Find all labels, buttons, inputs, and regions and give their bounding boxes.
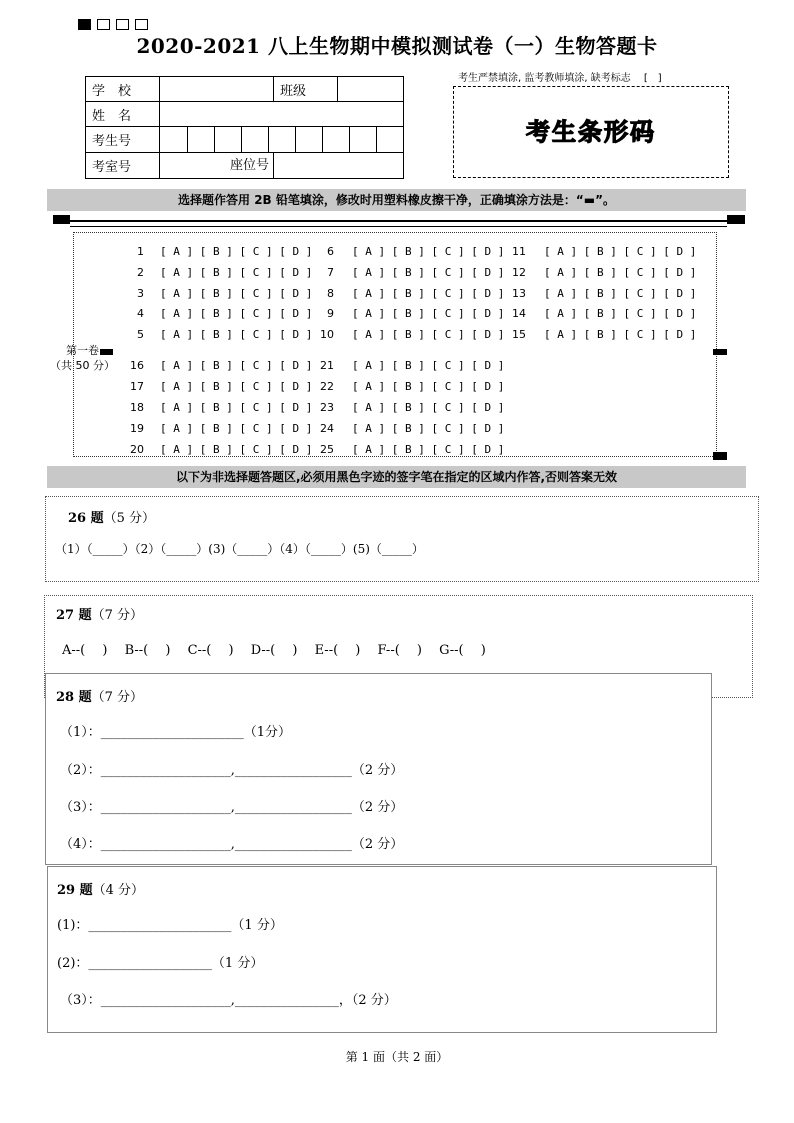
question-number: 5: [137, 328, 144, 341]
seat-label: 座位号: [229, 158, 269, 173]
question-number: 3: [137, 287, 144, 300]
page-title: 2020-2021 八上生物期中模拟测试卷（一）生物答题卡: [136, 34, 658, 58]
question-26-title: [68, 507, 155, 526]
q26-points: （5 分）: [103, 511, 156, 526]
part-one-title: 第一卷: [66, 344, 99, 357]
question-29-title: [57, 879, 144, 898]
alignment-mark: [53, 215, 70, 224]
class-label: 班级: [274, 77, 338, 102]
answer-options[interactable]: [ A ] [ B ] [ C ] [ D ]: [544, 266, 697, 279]
question-number: 10: [320, 328, 334, 341]
question-number: 18: [130, 401, 144, 414]
school-label: 学 校: [86, 77, 160, 102]
seat-field[interactable]: [274, 153, 404, 179]
part-one-points: （共 50 分）: [50, 359, 115, 372]
question-number: 24: [320, 422, 334, 435]
corner-mark-empty: [97, 19, 110, 30]
answer-options[interactable]: [ A ] [ B ] [ C ] [ D ]: [544, 245, 697, 258]
question-28-title: [56, 686, 143, 705]
corner-mark-empty: [135, 19, 148, 30]
answer-options[interactable]: [ A ] [ B ] [ C ] [ D ]: [352, 266, 505, 279]
student-info-table: [85, 76, 404, 179]
answer-options[interactable]: [ A ] [ B ] [ C ] [ D ]: [352, 328, 505, 341]
q27-number: 27 题: [56, 608, 92, 623]
school-field[interactable]: [160, 77, 274, 102]
answer-options[interactable]: [ A ] [ B ] [ C ] [ D ]: [352, 287, 505, 300]
question-number: 6: [327, 245, 334, 258]
q28-line-1[interactable]: （1）：______________________（1分）: [60, 725, 292, 740]
alignment-mark: [727, 215, 745, 224]
question-number: 15: [512, 328, 526, 341]
question-number: 21: [320, 359, 334, 372]
question-number: 25: [320, 443, 334, 456]
answer-options[interactable]: [ A ] [ B ] [ C ] [ D ]: [352, 307, 505, 320]
question-number: 9: [327, 307, 334, 320]
page-footer: 第 1 面（共 2 面）: [345, 1050, 449, 1064]
q29-line-3[interactable]: （3）：____________________,________________，（2 分）: [60, 993, 397, 1008]
corner-mark-filled: [78, 19, 91, 30]
barcode-label: 考生条形码: [526, 118, 656, 146]
name-label: 姓 名: [86, 102, 160, 127]
divider-line-thin: [70, 226, 727, 227]
question-number: 1: [137, 245, 144, 258]
answer-options[interactable]: [ A ] [ B ] [ C ] [ D ]: [160, 328, 313, 341]
q28-line-3[interactable]: （3）：____________________,__________________（2 分）: [60, 800, 404, 815]
question-number: 4: [137, 307, 144, 320]
non-mc-instruction-bar: 以下为非选择题答题区,必须用黑色字迹的签字笔在指定的区域内作答,否则答案无效: [47, 466, 746, 488]
answer-options[interactable]: [ A ] [ B ] [ C ] [ D ]: [544, 287, 697, 300]
question-number: 13: [512, 287, 526, 300]
q27-points: （7 分）: [91, 608, 144, 623]
answer-options[interactable]: [ A ] [ B ] [ C ] [ D ]: [544, 307, 697, 320]
question-number: 16: [130, 359, 144, 372]
question-number: 23: [320, 401, 334, 414]
q29-line-2[interactable]: (2)：___________________（1 分）: [57, 956, 264, 971]
question-number: 11: [512, 245, 526, 258]
answer-options[interactable]: [ A ] [ B ] [ C ] [ D ]: [160, 307, 313, 320]
answer-options[interactable]: [ A ] [ B ] [ C ] [ D ]: [544, 328, 697, 341]
question-number: 17: [130, 380, 144, 393]
name-field[interactable]: [160, 102, 404, 127]
question-number: 7: [327, 266, 334, 279]
alignment-mark: [713, 349, 727, 355]
answer-options[interactable]: [ A ] [ B ] [ C ] [ D ]: [160, 266, 313, 279]
q29-line-1[interactable]: (1)：______________________（1 分）: [57, 918, 283, 933]
q28-line-2[interactable]: （2）：____________________,__________________（2 分）: [60, 763, 404, 778]
question-number: 8: [327, 287, 334, 300]
q29-number: 29 题: [57, 883, 93, 898]
question-number: 22: [320, 380, 334, 393]
answer-options[interactable]: [ A ] [ B ] [ C ] [ D ]: [160, 245, 313, 258]
room-label: 考室号: [86, 153, 160, 179]
q28-number: 28 题: [56, 690, 92, 705]
answer-options[interactable]: [ A ] [ B ] [ C ] [ D ]: [160, 443, 313, 456]
answer-options[interactable]: [ A ] [ B ] [ C ] [ D ]: [352, 422, 505, 435]
alignment-mark: [713, 452, 727, 460]
answer-options[interactable]: [ A ] [ B ] [ C ] [ D ]: [160, 380, 313, 393]
divider-line: [70, 220, 727, 222]
question-number: 20: [130, 443, 144, 456]
question-number: 14: [512, 307, 526, 320]
question-number: 12: [512, 266, 526, 279]
class-field[interactable]: [338, 77, 404, 102]
answer-options[interactable]: [ A ] [ B ] [ C ] [ D ]: [352, 443, 505, 456]
question-number: 2: [137, 266, 144, 279]
q28-points: （7 分）: [91, 690, 144, 705]
answer-options[interactable]: [ A ] [ B ] [ C ] [ D ]: [352, 401, 505, 414]
q26-number: 26 题: [68, 511, 104, 526]
mc-instruction-bar: 选择题作答用 2B 铅笔填涂，修改时用塑料橡皮擦干净，正确填涂方法是：“▬”。: [47, 189, 746, 211]
question-number: 19: [130, 422, 144, 435]
exam-number-field[interactable]: [160, 127, 404, 153]
q29-points: （4 分）: [92, 883, 145, 898]
exam-number-label: 考生号: [86, 127, 160, 153]
answer-options[interactable]: [ A ] [ B ] [ C ] [ D ]: [160, 287, 313, 300]
q26-answer-line[interactable]: （1）（_____）（2）（_____）(3)（_____）（4）（_____）(5)（_____）: [55, 542, 424, 556]
answer-options[interactable]: [ A ] [ B ] [ C ] [ D ]: [352, 359, 505, 372]
q27-answer-line[interactable]: A--( ) B--( ) C--( ) D--( ) E--( ) F--( ) G--( ): [62, 643, 486, 658]
answer-options[interactable]: [ A ] [ B ] [ C ] [ D ]: [160, 401, 313, 414]
answer-options[interactable]: [ A ] [ B ] [ C ] [ D ]: [352, 380, 505, 393]
answer-options[interactable]: [ A ] [ B ] [ C ] [ D ]: [352, 245, 505, 258]
answer-options[interactable]: [ A ] [ B ] [ C ] [ D ]: [160, 359, 313, 372]
room-field[interactable]: [160, 153, 274, 179]
part-one-label: [50, 343, 115, 373]
question-27-title: [56, 604, 143, 623]
answer-options[interactable]: [ A ] [ B ] [ C ] [ D ]: [160, 422, 313, 435]
corner-mark-empty: [116, 19, 129, 30]
absence-notice: 考生严禁填涂, 监考教师填涂, 缺考标志 [ ]: [458, 73, 662, 84]
q28-line-4[interactable]: （4）：____________________,__________________（2 分）: [60, 837, 404, 852]
